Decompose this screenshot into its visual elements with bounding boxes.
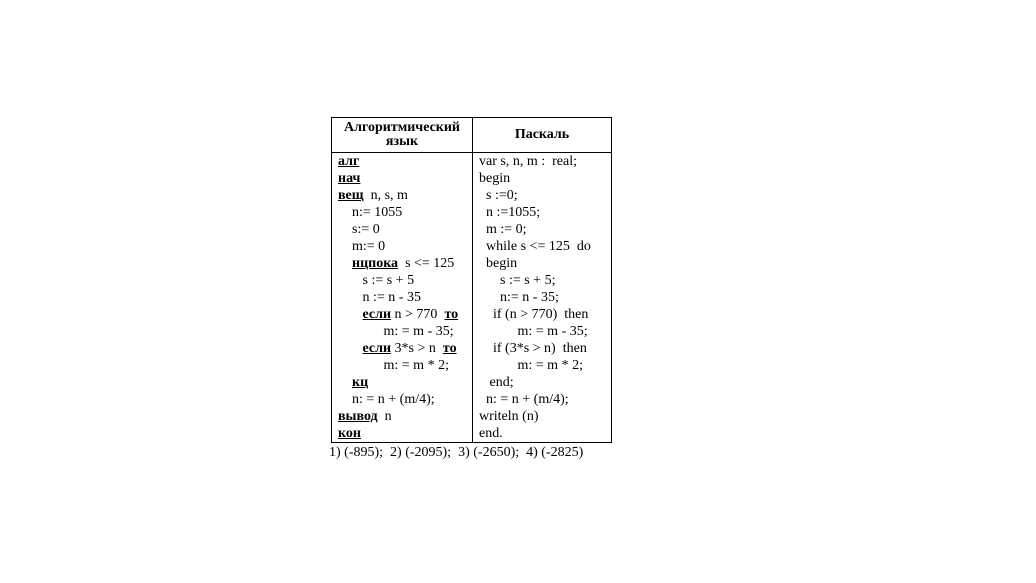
code-text: n:= 1055 — [338, 205, 403, 220]
code-text: s <= 125 — [398, 256, 455, 271]
code-text: n > 770 — [391, 307, 445, 322]
pascal-code-line: m := 0; — [479, 222, 527, 237]
keyword: кон — [338, 426, 361, 441]
header-pascal: Паскаль — [473, 118, 612, 153]
pascal-code-line: end; — [479, 375, 514, 390]
pascal-code-line: n :=1055; — [479, 205, 541, 220]
keyword: алг — [338, 154, 360, 169]
code-text: m:= 0 — [338, 239, 386, 254]
keyword: то — [444, 307, 459, 322]
algorithmic-code-line — [338, 255, 472, 272]
pascal-code-line: if (n > 770) then — [479, 307, 589, 322]
keyword: если — [362, 341, 392, 356]
pascal-code-line: end. — [479, 426, 503, 441]
algorithmic-code-line — [338, 391, 472, 408]
algorithmic-code-line — [338, 272, 472, 289]
code-text: n := n - 35 — [338, 290, 421, 305]
code-text: n: = n + (m/4); — [338, 392, 435, 407]
algorithmic-code-line — [338, 221, 472, 238]
header-algorithmic-language: Алгоритмический язык — [332, 118, 473, 153]
algorithmic-code-line — [338, 289, 472, 306]
code-text — [338, 375, 352, 390]
code-text: s:= 0 — [338, 222, 380, 237]
algorithmic-code-line — [338, 306, 472, 323]
keyword: кц — [352, 375, 369, 390]
algorithmic-code-line — [338, 323, 472, 340]
pascal-code-line: m: = m - 35; — [479, 324, 588, 339]
keyword: вещ — [338, 188, 364, 203]
table-header-row — [332, 118, 612, 153]
pascal-code-line: s :=0; — [479, 188, 518, 203]
table-code-row — [332, 153, 612, 443]
pascal-code-line: while s <= 125 do — [479, 239, 591, 254]
code-text — [338, 307, 363, 322]
code-text: n, s, m — [363, 188, 408, 203]
answer-options: 1) (-895); 2) (-2095); 3) (-2650); 4) (-2825) — [329, 445, 584, 460]
algorithmic-code-line — [338, 238, 472, 255]
code-text: 3*s > n — [391, 341, 443, 356]
code-text: n — [377, 409, 392, 424]
keyword: если — [362, 307, 392, 322]
code-text — [338, 256, 352, 271]
pascal-code-line: s := s + 5; — [479, 273, 556, 288]
algorithmic-code-line — [338, 170, 472, 187]
algorithmic-code-line — [338, 425, 472, 442]
pascal-code-line: writeln (n) — [479, 409, 539, 424]
keyword: то — [442, 341, 457, 356]
pascal-code-line: var s, n, m : real; — [479, 154, 577, 169]
pascal-code-cell — [473, 153, 612, 443]
pascal-code-line: n:= n - 35; — [479, 290, 559, 305]
algorithmic-code-line — [338, 340, 472, 357]
pascal-code-line: begin — [479, 256, 518, 271]
algorithmic-code-line — [338, 408, 472, 425]
keyword: нцпока — [352, 256, 399, 271]
keyword: вывод — [338, 409, 378, 424]
pascal-code-line: m: = m * 2; — [479, 358, 583, 373]
algorithmic-code-line — [338, 374, 472, 391]
code-text: m: = m * 2; — [338, 358, 449, 373]
code-text: s := s + 5 — [338, 273, 415, 288]
pascal-code-line: n: = n + (m/4); — [479, 392, 569, 407]
code-text: m: = m - 35; — [338, 324, 454, 339]
algorithmic-code-line — [338, 357, 472, 374]
code-text — [338, 341, 363, 356]
algorithmic-code-line — [338, 204, 472, 221]
keyword: нач — [338, 171, 361, 186]
algorithmic-code-line — [338, 187, 472, 204]
pascal-code-line: if (3*s > n) then — [479, 341, 587, 356]
algorithmic-code-cell — [332, 153, 473, 443]
code-comparison-table — [331, 117, 612, 443]
pascal-code-line: begin — [479, 171, 511, 186]
algorithmic-code-line — [338, 153, 472, 170]
